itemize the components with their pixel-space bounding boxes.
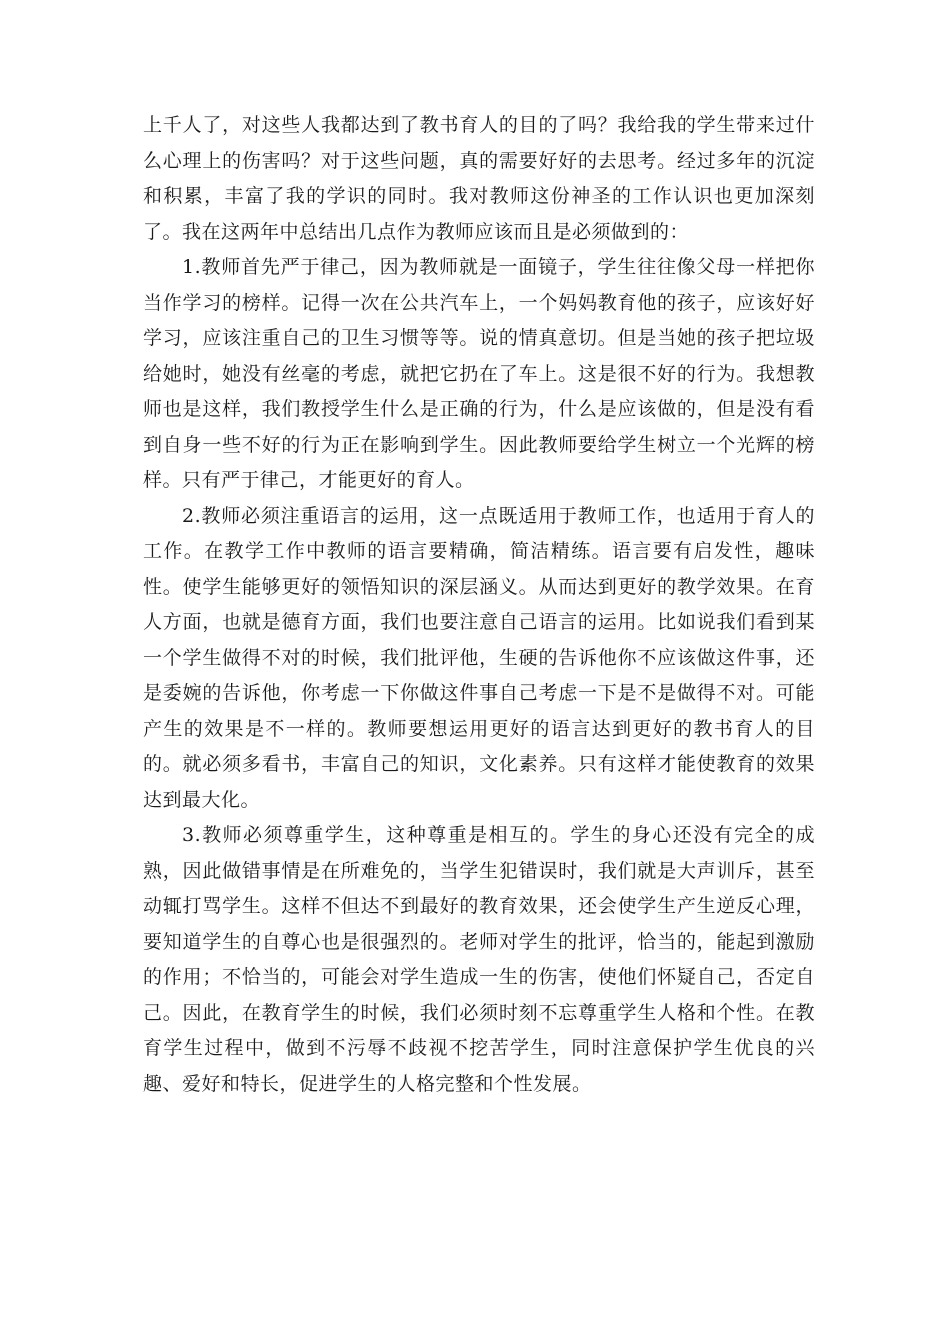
paragraph-point-1: 1.教师首先严于律己，因为教师就是一面镜子，学生往往像父母一样把你当作学习的榜样。记得一次在公共汽车上，一个妈妈教育他的孩子，应该好好学习，应该注重自己的卫生习惯等等。说的情真意切。但是当她的孩子把垃圾给她时，她没有丝毫的考虑，就把它扔在了车上。这是很不好的行为。我想教师也是这样，我们教授学生什么是正确的行为，什么是应该做的，但是没有看到自身一些不好的行为正在影响到学生。因此教师要给学生树立一个光辉的榜样。只有严于律己，才能更好的育人。 [143,256,815,491]
paragraph-point-2: 2.教师必须注重语言的运用，这一点既适用于教师工作，也适用于育人的工作。在教学工作中教师的语言要精确，简洁精练。语言要有启发性，趣味性。使学生能够更好的领悟知识的深层涵义。从而达到更好的教学效果。在育人方面，也就是德育方面，我们也要注意自己语言的运用。比如说我们看到某一个学生做得不对的时候，我们批评他，生硬的告诉他你不应该做这件事，还是委婉的告诉他，你考虑一下你做这件事自己考虑一下是不是做得不对。可能产生的效果是不一样的。教师要想运用更好的语言达到更好的教书育人的目的。就必须多看书，丰富自己的知识，文化素养。只有这样才能使教育的效果达到最大化。 [143,504,815,811]
document-body [143,108,815,1102]
paragraph-point-3: 3.教师必须尊重学生，这种尊重是相互的。学生的身心还没有完全的成熟，因此做错事情是在所难免的，当学生犯错误时，我们就是大声训斥，甚至动辄打骂学生。这样不但达不到最好的教育效果，还会使学生产生逆反心理，要知道学生的自尊心也是很强烈的。老师对学生的批评，恰当的，能起到激励的作用；不恰当的，可能会对学生造成一生的伤害，使他们怀疑自己，否定自己。因此，在教育学生的时候，我们必须时刻不忘尊重学生人格和个性。在教育学生过程中，做到不污辱不歧视不挖苦学生，同时注意保护学生优良的兴趣、爱好和特长，促进学生的人格完整和个性发展。 [143,824,815,1095]
paragraph-intro: 上千人了，对这些人我都达到了教书育人的目的了吗？我给我的学生带来过什么心理上的伤害吗？对于这些问题，真的需要好好的去思考。经过多年的沉淀和积累，丰富了我的学识的同时。我对教师这份神圣的工作认识也更加深刻了。我在这两年中总结出几点作为教师应该而且是必须做到的： [143,114,815,243]
